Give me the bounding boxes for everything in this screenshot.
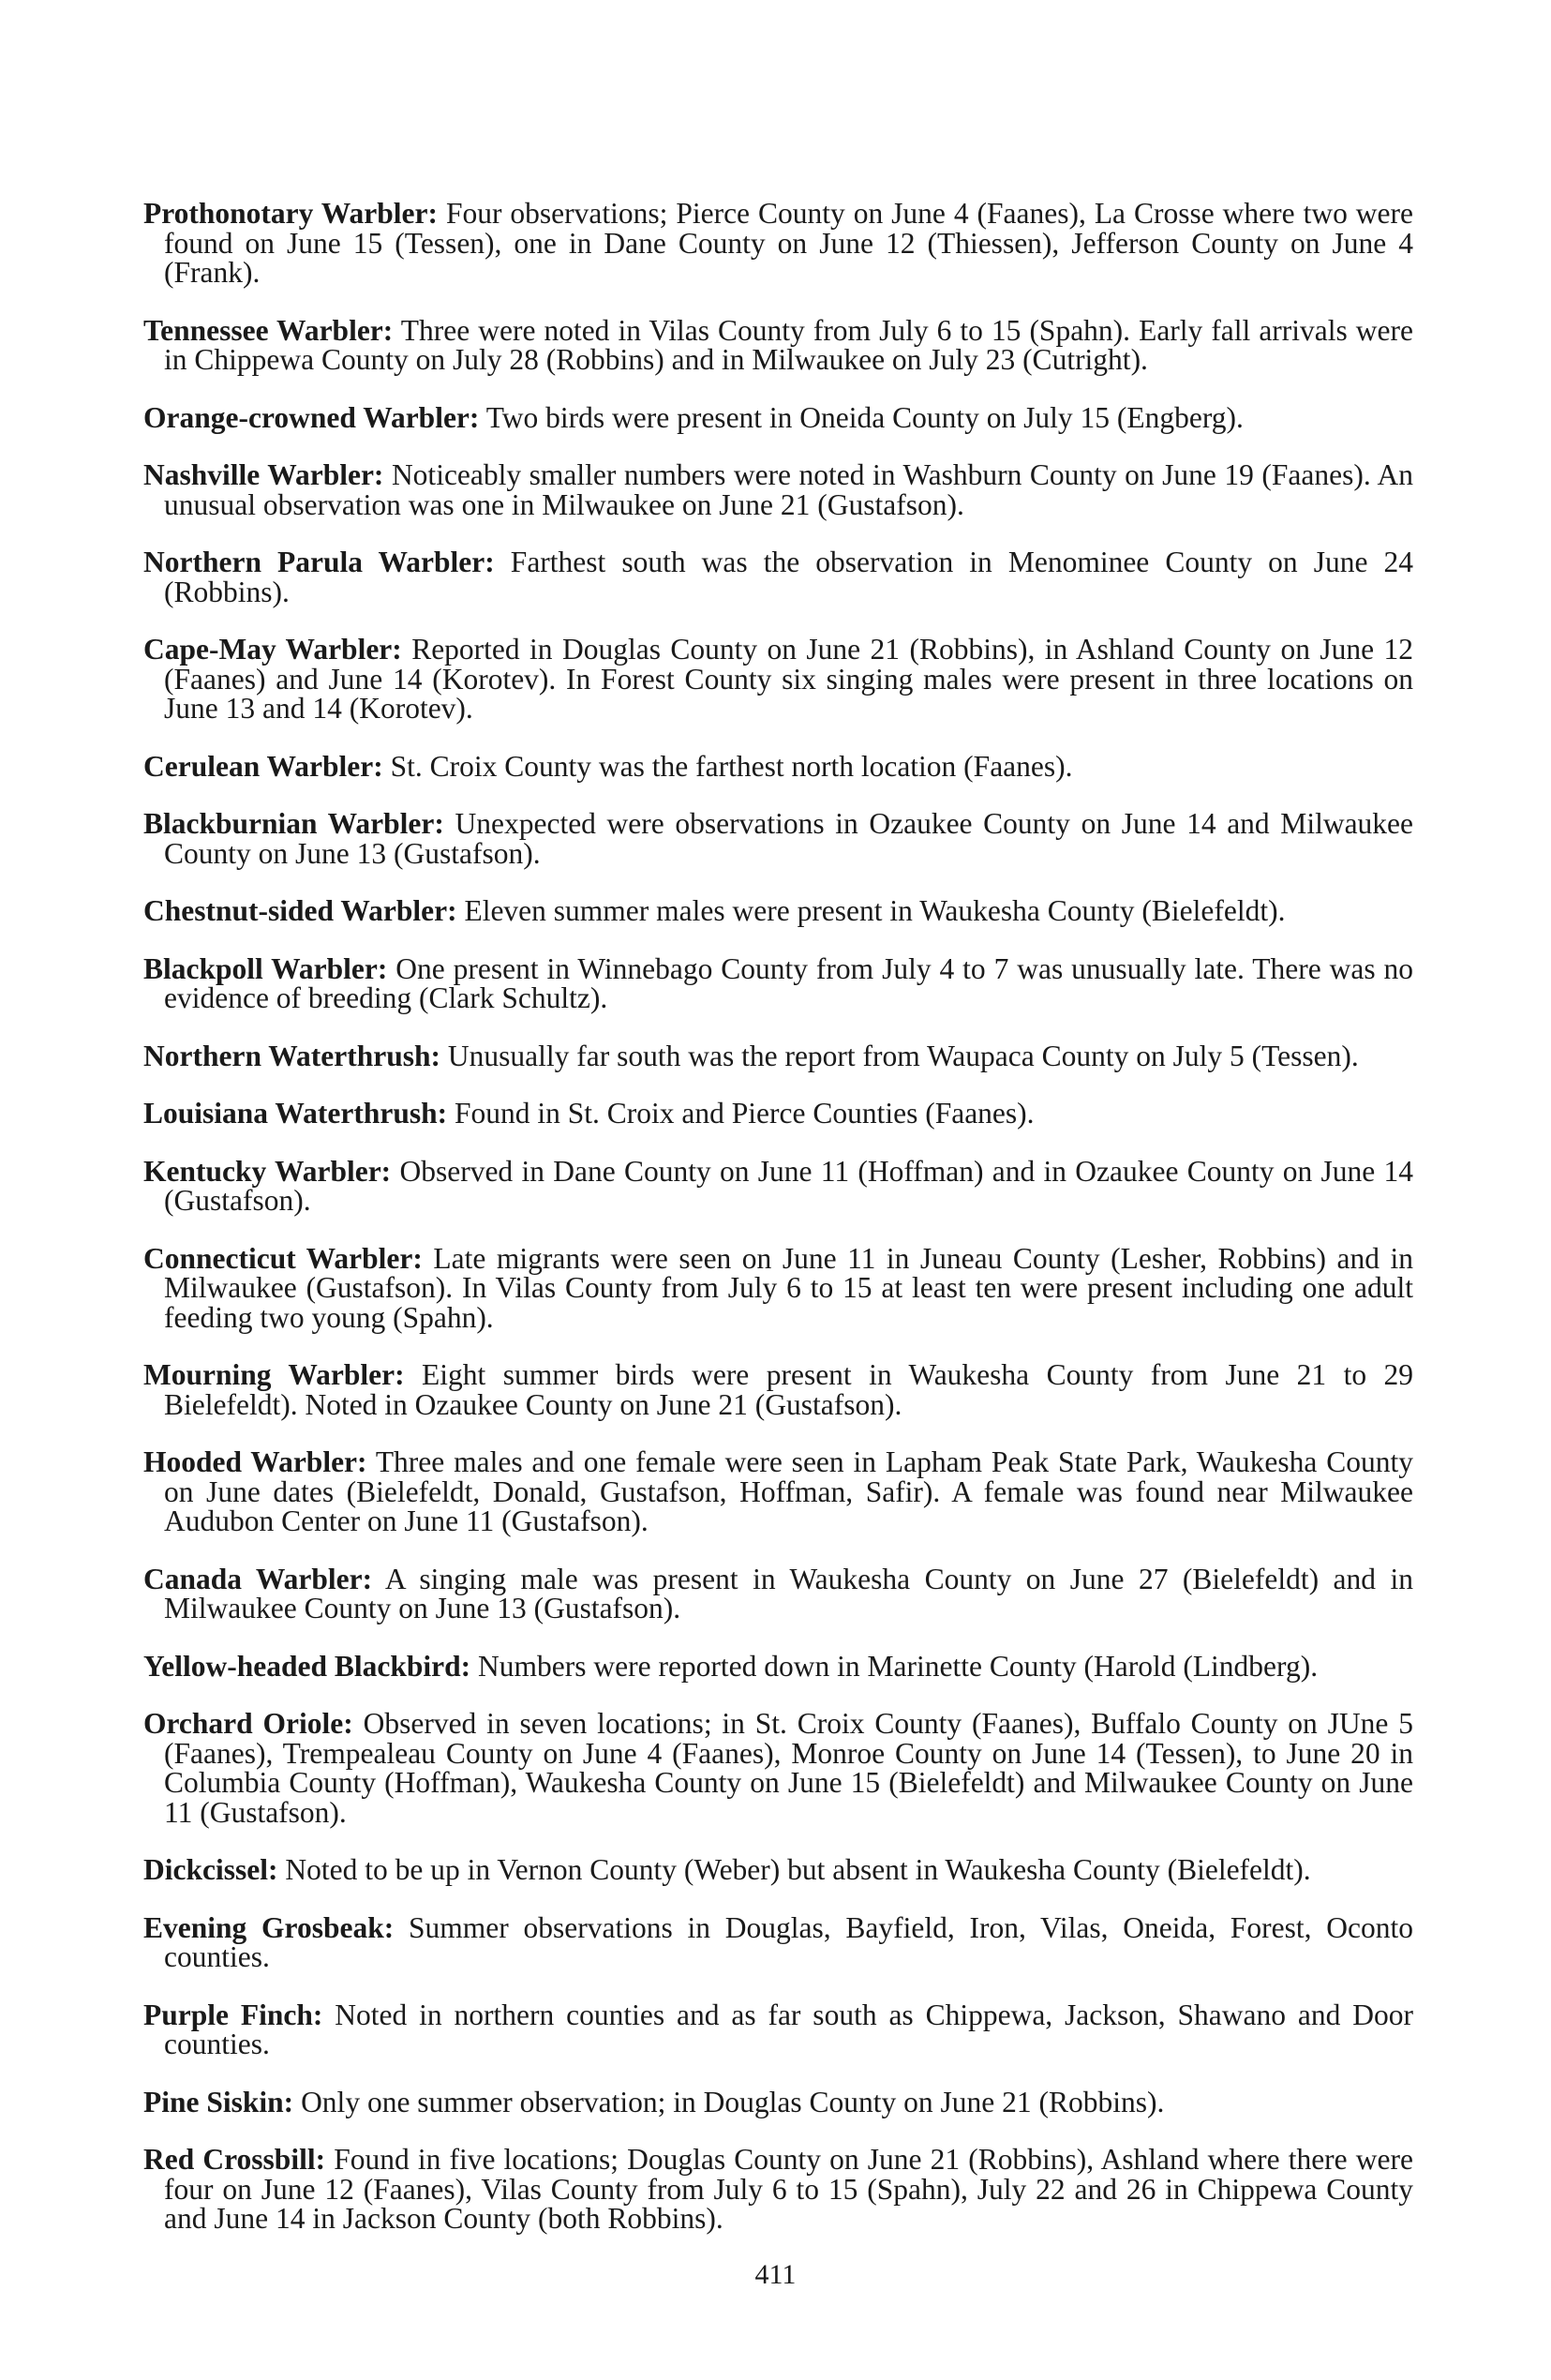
entry-text: Unusually far south was the report from Waupaca County on July 5 (Tessen). bbox=[447, 1039, 1359, 1072]
entry-text: St. Croix County was the farthest north location (Faanes). bbox=[390, 749, 1073, 783]
species-name: Tennessee Warbler: bbox=[143, 313, 394, 347]
entry-yellow-headed-blackbird bbox=[143, 1649, 1413, 1683]
entry-red-crossbill bbox=[143, 2145, 1413, 2234]
entry-louisiana-waterthrush bbox=[143, 1099, 1413, 1129]
entry-connecticut-warbler bbox=[143, 1241, 1413, 1334]
entry-dickcissel bbox=[143, 1855, 1413, 1885]
species-name: Dickcissel: bbox=[143, 1853, 278, 1886]
entry-text: Only one summer observation; in Douglas County on June 21 (Robbins). bbox=[301, 2085, 1165, 2118]
species-name: Mourning Warbler: bbox=[143, 1358, 405, 1391]
species-name: Pine Siskin: bbox=[143, 2085, 294, 2118]
species-name: Evening Grosbeak: bbox=[143, 1910, 395, 1944]
entry-text: Found in St. Croix and Pierce Counties (Faanes). bbox=[454, 1097, 1035, 1130]
entry-blackburnian-warbler bbox=[143, 809, 1413, 868]
entry-text: One present in Winnebago County from July 4 to 7 was unusually late. There was no evidence of breeding (Clark Schultz). bbox=[164, 951, 1414, 1014]
entry-text: Observed in Dane County on June 11 (Hoffman) and in Ozaukee County on June 14 (Gustafson). bbox=[164, 1154, 1413, 1217]
entry-northern-waterthrush bbox=[143, 1041, 1413, 1071]
species-name: Blackpoll Warbler: bbox=[143, 951, 388, 985]
entry-text: Numbers were reported down in Marinette County (Harold (Lindberg). bbox=[478, 1649, 1319, 1683]
species-name: Connecticut Warbler: bbox=[143, 1241, 423, 1275]
entry-text: Unexpected were observations in Ozaukee County on June 14 and Milwaukee County on June 13 (Gustafson). bbox=[164, 807, 1414, 870]
species-name: Kentucky Warbler: bbox=[143, 1154, 392, 1188]
entry-text: Reported in Douglas County on June 21 (Robbins), in Ashland County on June 12 (Faanes) and June 14 (Korotev). In Forest County six singing males were present in three locations on June 13 and 14 (Korotev). bbox=[164, 633, 1414, 725]
species-name: Canada Warbler: bbox=[143, 1562, 373, 1595]
entry-orange-crowned-warbler bbox=[143, 400, 1413, 434]
entry-text: Noted to be up in Vernon County (Weber) but absent in Waukesha County (Bielefeldt). bbox=[285, 1853, 1311, 1886]
entry-cerulean-warbler bbox=[143, 749, 1413, 783]
page-number: 411 bbox=[754, 2259, 797, 2290]
entry-text: A singing male was present in Waukesha County on June 27 (Bielefeldt) and in Milwaukee County on June 13 (Gustafson). bbox=[164, 1562, 1413, 1624]
species-name: Northern Parula Warbler: bbox=[143, 546, 495, 578]
entry-tennessee-warbler bbox=[143, 313, 1413, 376]
entry-pine-siskin bbox=[143, 2085, 1413, 2118]
species-name: Hooded Warbler: bbox=[143, 1445, 367, 1478]
species-name: Cape-May Warbler: bbox=[143, 633, 402, 666]
species-name: Louisiana Waterthrush: bbox=[143, 1097, 448, 1130]
entry-text: Eleven summer males were present in Waukesha County (Bielefeldt). bbox=[464, 894, 1286, 927]
species-name: Purple Finch: bbox=[143, 1998, 323, 2031]
species-name: Northern Waterthrush: bbox=[143, 1039, 441, 1072]
entry-text: Eight summer birds were present in Waukesha County from June 21 to 29 Bielefeldt). Noted in Ozaukee County on June 21 (Gustafson). bbox=[164, 1358, 1414, 1421]
entry-chestnut-sided-warbler bbox=[143, 896, 1413, 926]
entry-text: Two birds were present in Oneida County on July 15 (Engberg). bbox=[485, 400, 1244, 434]
document-body bbox=[143, 199, 1413, 2262]
entry-blackpoll-warbler bbox=[143, 951, 1414, 1014]
entry-text: Noticeably smaller numbers were noted in Washburn County on June 19 (Faanes). An unusual observation was one in Milwaukee on June 21 (Gustafson). bbox=[164, 458, 1413, 521]
species-name: Nashville Warbler: bbox=[143, 458, 384, 491]
entry-text: Noted in northern counties and as far south as Chippewa, Jackson, Shawano and Door counties. bbox=[164, 1998, 1414, 2060]
entry-prothonotary-warbler bbox=[143, 199, 1413, 288]
entry-text: Summer observations in Douglas, Bayfield, Iron, Vilas, Oneida, Forest, Oconto counties. bbox=[164, 1910, 1413, 1973]
entry-mourning-warbler bbox=[143, 1360, 1413, 1419]
entry-nashville-warbler bbox=[143, 460, 1413, 519]
entry-hooded-warbler bbox=[143, 1447, 1413, 1536]
entry-text: Four observations; Pierce County on June 4 (Faanes), La Crosse where two were found on June 15 (Tessen), one in Dane County on June 12 (Thiessen), Jefferson County on June 4 (Frank). bbox=[164, 197, 1413, 289]
entry-text: Three males and one female were seen in Lapham Peak State Park, Waukesha County on June dates (Bielefeldt, Donald, Gustafson, Hoffman, Safir). A female was found near Milwaukee Audubon Center on June 11 (Gustafson). bbox=[164, 1445, 1413, 1537]
species-name: Red Crossbill: bbox=[143, 2143, 326, 2176]
entry-text: Farthest south was the observation in Menominee County on June 24 (Robbins). bbox=[164, 546, 1414, 608]
entry-northern-parula-warbler bbox=[143, 547, 1413, 606]
species-name: Prothonotary Warbler: bbox=[143, 197, 438, 230]
entry-evening-grosbeak bbox=[143, 1910, 1413, 1973]
entry-text: Three were noted in Vilas County from July 6 to 15 (Spahn). Early fall arrivals were in Chippewa County on July 28 (Robbins) and in Milwaukee on July 23 (Cutright). bbox=[164, 313, 1413, 376]
species-name: Blackburnian Warbler: bbox=[143, 807, 444, 840]
species-name: Cerulean Warbler: bbox=[143, 749, 383, 783]
entry-canada-warbler bbox=[143, 1564, 1413, 1624]
entry-text: Observed in seven locations; in St. Croix County (Faanes), Buffalo County on JUne 5 (Faanes), Trempealeau County on June 4 (Faanes), Monroe County on June 14 (Tessen), to June 20 in Columbia County (Hoffman), Waukesha County on June 15 (Bielefeldt) and Milwaukee County on June 11 (Gustafson). bbox=[164, 1707, 1413, 1829]
entry-text: Late migrants were seen on June 11 in Juneau County (Lesher, Robbins) and in Milwaukee (Gustafson). In Vilas County from July 6 to 15 at least ten were present including one adult feeding two young (Spahn). bbox=[164, 1241, 1413, 1334]
species-name: Orchard Oriole: bbox=[143, 1707, 353, 1740]
species-name: Yellow-headed Blackbird: bbox=[143, 1649, 471, 1683]
entry-purple-finch bbox=[143, 2000, 1413, 2059]
species-name: Chestnut-sided Warbler: bbox=[143, 894, 457, 927]
entry-kentucky-warbler bbox=[143, 1154, 1413, 1217]
entry-cape-may-warbler bbox=[143, 635, 1413, 724]
entry-orchard-oriole bbox=[143, 1709, 1413, 1827]
species-name: Orange-crowned Warbler: bbox=[143, 400, 480, 434]
entry-text: Found in five locations; Douglas County on June 21 (Robbins), Ashland where there were four on June 12 (Faanes), Vilas County from July 6 to 15 (Spahn), July 22 and 26 in Chippewa County and June 14 in Jackson County (both Robbins). bbox=[164, 2143, 1413, 2235]
